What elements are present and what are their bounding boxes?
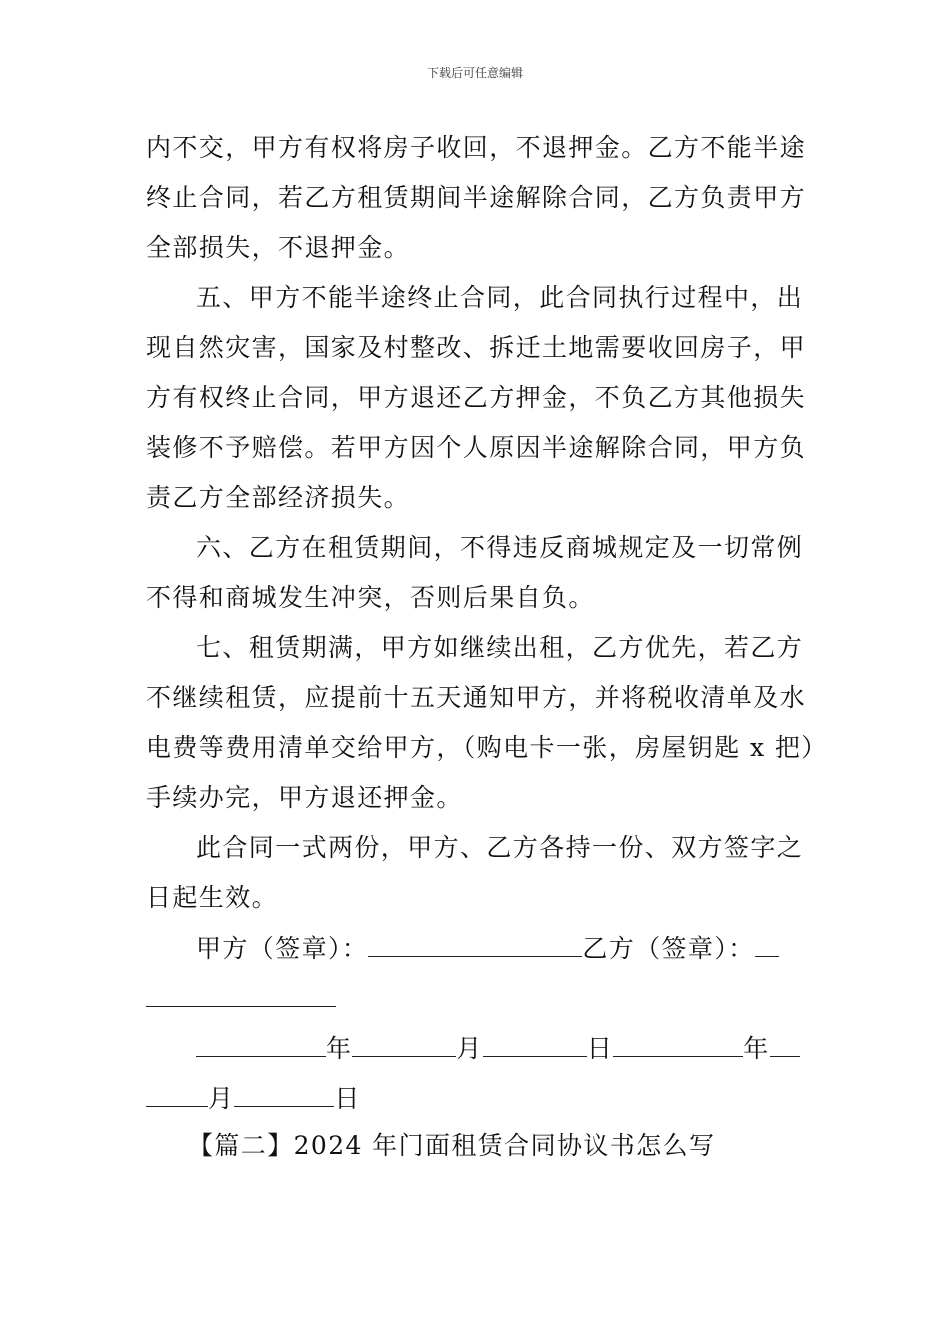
signature-line	[196, 930, 779, 967]
party-b-month-blank-cont[interactable]	[146, 1080, 208, 1107]
day-label: 日	[586, 1034, 614, 1063]
body-text-line: 内不交，甲方有权将房子收回，不退押金。乙方不能半途	[146, 133, 807, 162]
clause-six: 六、乙方在租赁期间，不得违反商城规定及一切常例	[196, 533, 804, 562]
body-text-line: 不继续租赁，应提前十五天通知甲方，并将税收清单及水	[146, 683, 807, 712]
party-b-month-blank[interactable]	[770, 1030, 800, 1057]
party-a-year-blank[interactable]	[196, 1030, 326, 1057]
party-b-signature-blank-cont[interactable]	[146, 980, 336, 1007]
body-text-line: 不得和商城发生冲突，否则后果自负。	[146, 583, 595, 612]
party-a-signature-blank[interactable]	[368, 930, 582, 957]
page-header-note: 下载后可任意编辑	[426, 66, 523, 80]
copies-clause: 此合同一式两份，甲方、乙方各持一份、双方签字之	[196, 833, 804, 862]
body-text-line: 全部损失，不退押金。	[146, 233, 411, 262]
date-line-continued	[146, 1080, 361, 1117]
body-text-line: 手续办完，甲方退还押金。	[146, 783, 463, 812]
party-a-day-blank[interactable]	[483, 1030, 587, 1057]
body-text-line: 电费等费用清单交给甲方，（购电卡一张，房屋钥匙 x 把）	[146, 733, 828, 762]
body-text-line: 责乙方全部经济损失。	[146, 483, 411, 512]
date-line	[196, 1030, 800, 1067]
year-label: 年	[326, 1034, 353, 1063]
party-b-year-blank[interactable]	[613, 1030, 743, 1057]
party-a-month-blank[interactable]	[352, 1030, 456, 1057]
month-label: 月	[208, 1084, 235, 1113]
party-b-day-blank[interactable]	[234, 1080, 334, 1107]
party-b-signature-label: 乙方（签章）：	[582, 934, 755, 963]
clause-five: 五、甲方不能半途终止合同，此合同执行过程中，出	[196, 283, 804, 312]
body-text-line: 方有权终止合同，甲方退还乙方押金，不负乙方其他损失	[146, 383, 807, 412]
party-a-signature-label: 甲方（签章）：	[196, 934, 369, 963]
year-label: 年	[743, 1034, 770, 1063]
body-text-line: 终止合同，若乙方租赁期间半途解除合同，乙方负责甲方	[146, 183, 807, 212]
section-heading: 【篇二】2024 年门面租赁合同协议书怎么写	[188, 1131, 716, 1160]
body-text-line: 装修不予赔偿。若甲方因个人原因半途解除合同，甲方负	[146, 433, 807, 462]
body-text-line: 现自然灾害，国家及村整改、拆迁土地需要收回房子，甲	[146, 333, 807, 362]
day-label: 日	[334, 1084, 361, 1113]
body-text-line: 日起生效。	[146, 883, 279, 912]
party-b-signature-blank[interactable]	[755, 930, 779, 957]
clause-seven: 七、租赁期满，甲方如继续出租，乙方优先，若乙方	[196, 633, 804, 662]
signature-line-continued	[146, 980, 336, 1017]
month-label: 月	[456, 1034, 483, 1063]
